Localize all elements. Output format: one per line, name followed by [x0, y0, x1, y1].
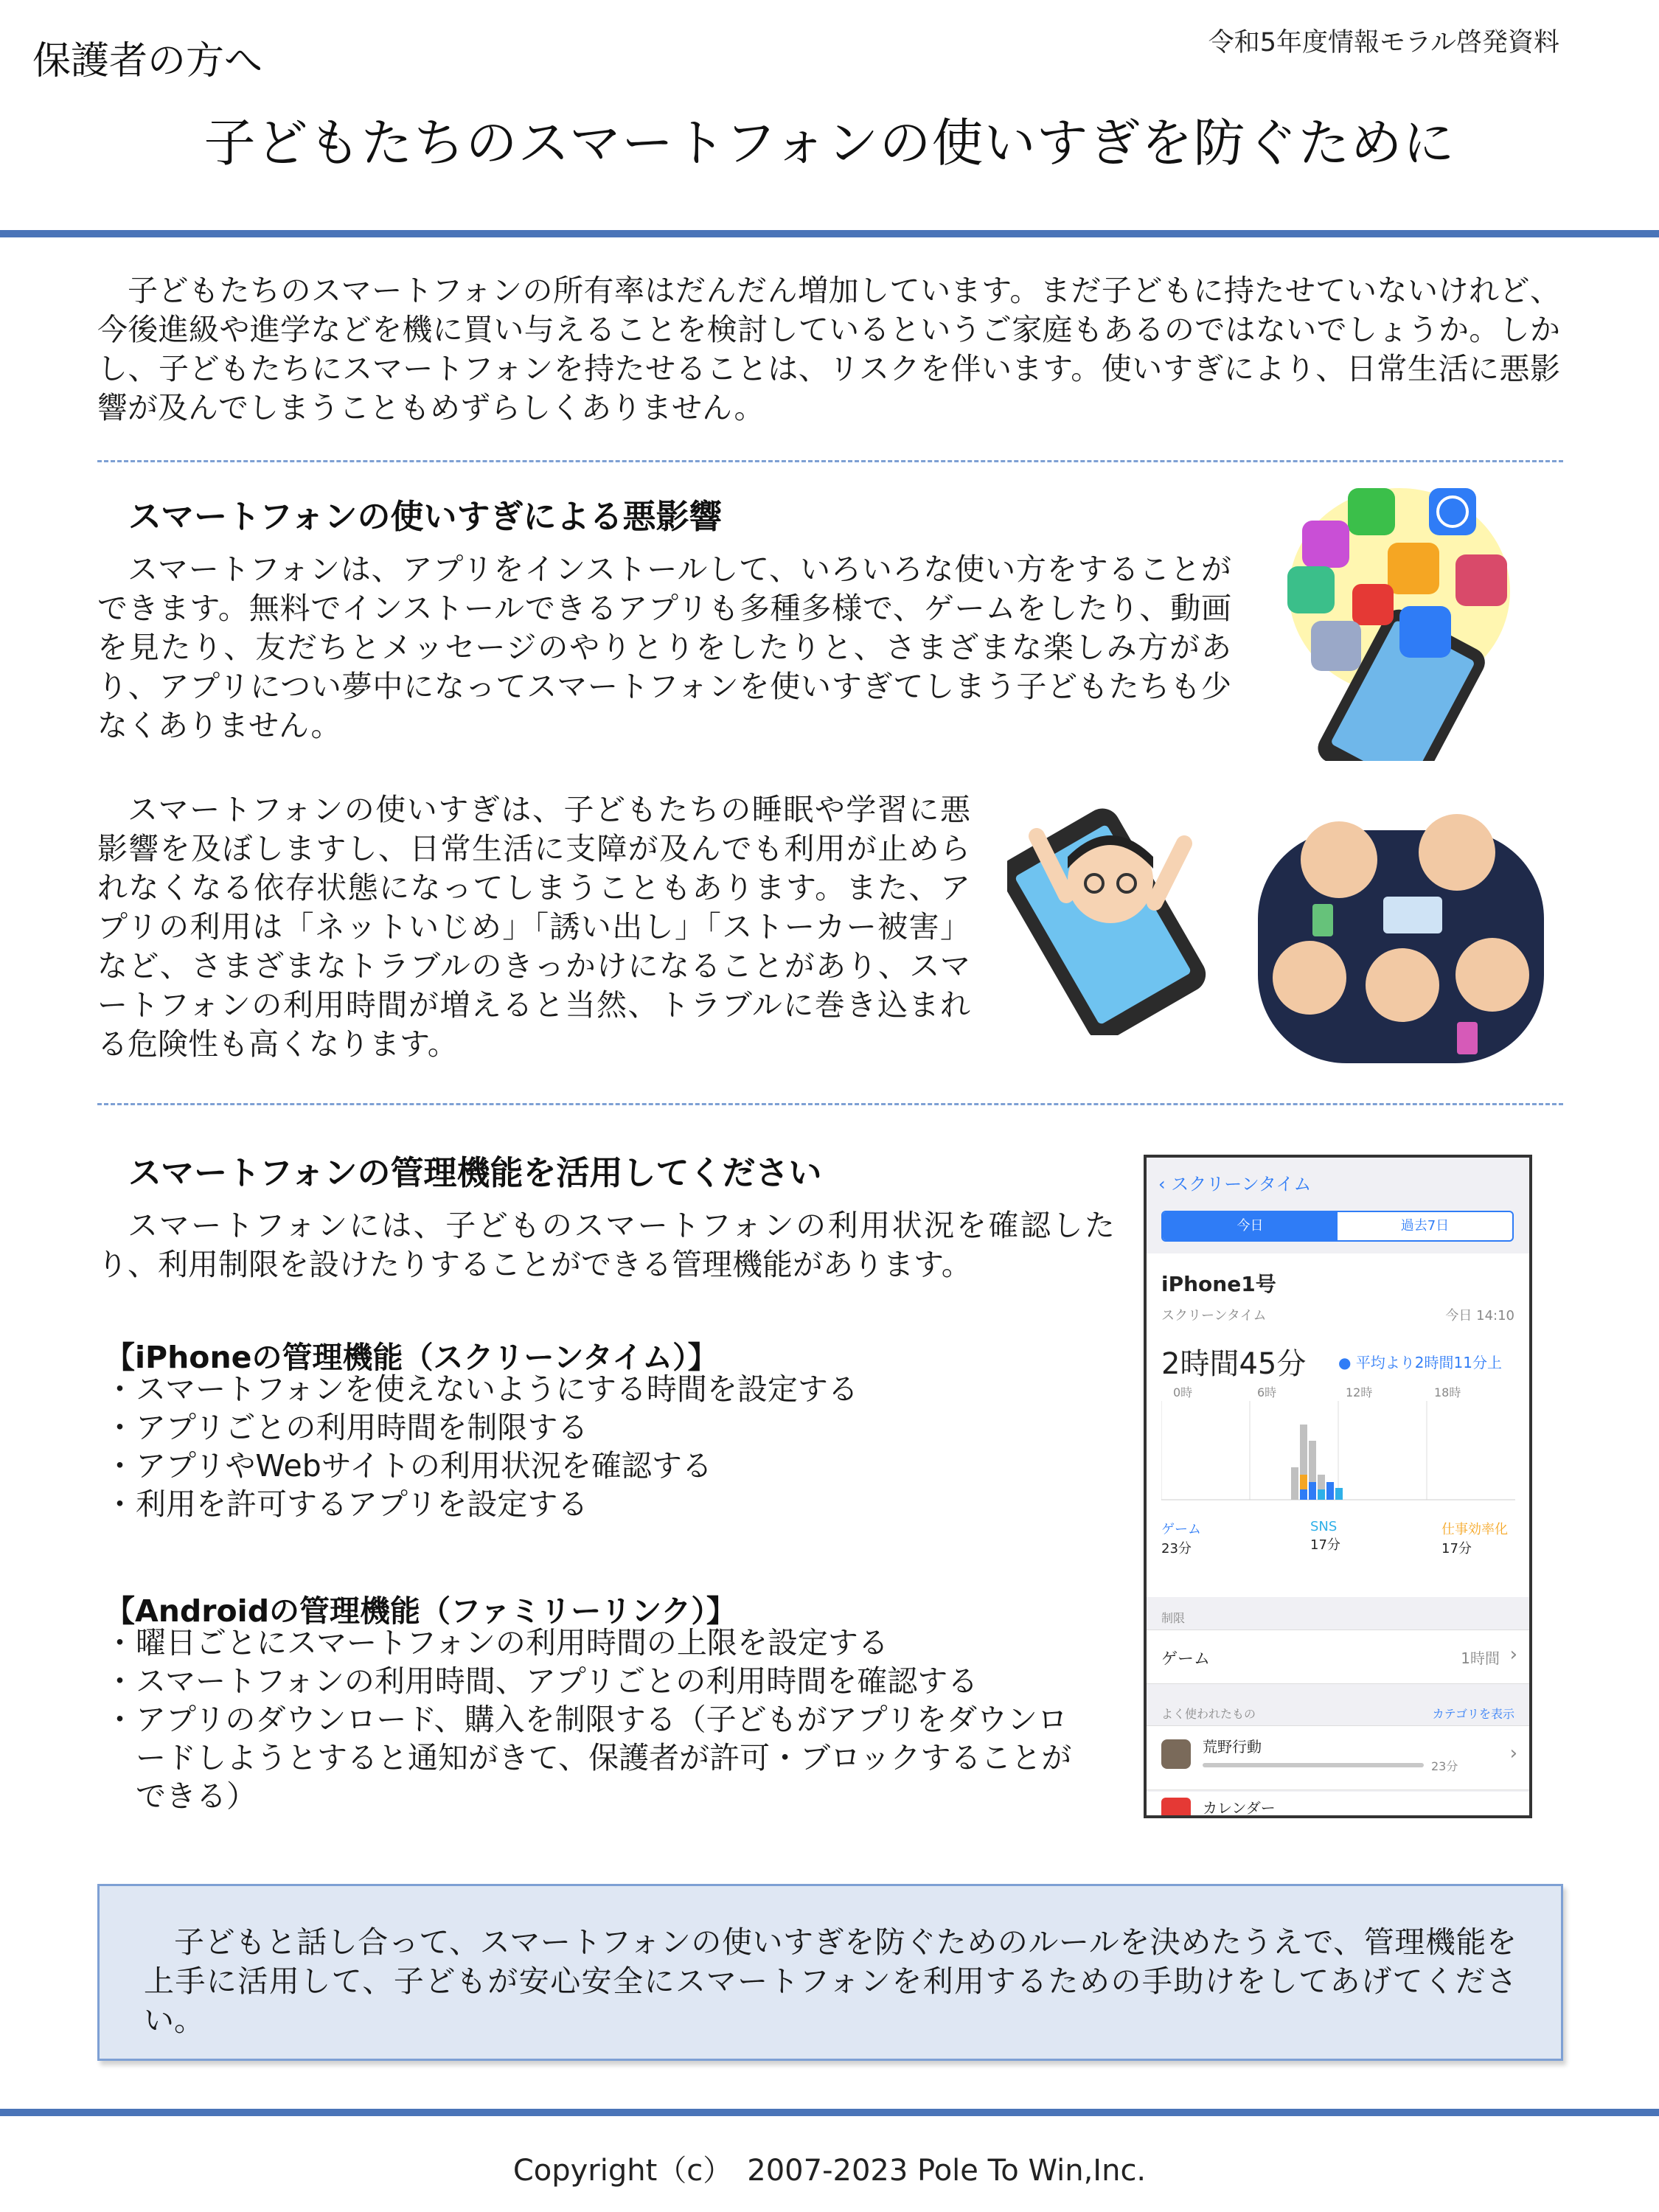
top-divider [0, 230, 1659, 237]
category-time: 17分 [1310, 1537, 1340, 1553]
frequent-section-label: よく使われたもの [1161, 1707, 1256, 1721]
mail-app-icon [1311, 621, 1361, 671]
limit-app-name: ゲーム [1161, 1650, 1211, 1669]
game-app-icon [1455, 554, 1507, 606]
app-time: 23分 [1431, 1759, 1458, 1773]
list-item: ・ アプリごとの利用時間を制限する [105, 1408, 1122, 1447]
hour-bar [1335, 1488, 1343, 1500]
closing-callout [97, 1884, 1563, 2061]
intro-paragraph [97, 271, 1560, 428]
section1-text1: スマートフォンは、アプリをインストールして、いろいろな使い方をすることができます。無料でインストールできるアプリも多種多様で、ゲームをしたり、動画を見たり、友だちとメッセージのやりとりをしたりと、さまざまな楽しみ方があり、アプリについ夢中になってスマートフォンを使いすぎてしまう子どもたちも少なくありません。 [97, 552, 1231, 743]
section2-heading: スマートフォンの管理機能を活用してください [128, 1153, 822, 1192]
timestamp: 今日 14:10 [1445, 1308, 1514, 1324]
section1-paragraph2 [97, 790, 970, 1064]
phone-app-icon [1348, 488, 1395, 535]
list-item: ・ スマートフォンの利用時間、アプリごとの利用時間を確認する [105, 1662, 1085, 1700]
audience-label: 保護者の方へ [32, 39, 263, 83]
page-title: 子どもたちのスマートフォンの使いすぎを防ぐために [204, 113, 1455, 173]
limits-section-label: 制限 [1161, 1611, 1186, 1625]
list-item: ・ アプリのダウンロード、購入を制限する（子どもがアプリをダウンロードしようとすると通知がきて、保護者が許可・ブロックすることができる） [105, 1700, 1085, 1815]
child-face-1 [1301, 821, 1377, 898]
child-face-5 [1455, 938, 1529, 1012]
child-face-2 [1419, 814, 1495, 891]
section2-paragraph [97, 1206, 1115, 1284]
hour-bar [1326, 1482, 1334, 1500]
section1-heading: スマートフォンの使いすぎによる悪影響 [128, 497, 723, 536]
category-name: SNS [1310, 1519, 1338, 1534]
child-face-3 [1273, 941, 1346, 1015]
app-row-calendar[interactable] [1147, 1792, 1529, 1818]
category-time: 17分 [1441, 1541, 1472, 1557]
list-item: ・ 利用を許可するアプリを設定する [105, 1485, 1122, 1523]
bottom-divider [0, 2109, 1659, 2116]
section-divider [97, 1103, 1563, 1105]
section1-paragraph1 [97, 550, 1231, 745]
category-game [1161, 1519, 1201, 1557]
period-segmented-control [1161, 1211, 1514, 1242]
show-categories-link[interactable]: カテゴリを表示 [1432, 1707, 1514, 1721]
tab-today[interactable]: 今日 [1163, 1212, 1338, 1240]
list-item: ・ アプリやWebサイトの利用状況を確認する [105, 1447, 1122, 1485]
chevron-right-icon: › [1509, 1644, 1517, 1666]
hourly-usage-chart [1161, 1401, 1515, 1504]
back-label: スクリーンタイム [1171, 1174, 1312, 1194]
calendar-icon [1161, 1798, 1191, 1818]
list-item: ・ 曜日ごとにスマートフォンの利用時間の上限を設定する [105, 1624, 1085, 1662]
section1-text2: スマートフォンの使いすぎは、子どもたちの睡眠や学習に悪影響を及ぼしますし、日常生活に支障が及んでも利用が止められなくなる依存状態になってしまうこともあります。また、アプリの利用は「ネットいじめ」「誘い出し」「ストーカー被害」など、さまざまなトラブルのきっかけになることがあり、スマートフォンの利用時間が増えると当然、トラブルに巻き込まれる危険性も高くなります。 [97, 792, 970, 1062]
iphone-features-list [105, 1370, 1122, 1523]
tab-past-7-days[interactable]: 過去7日 [1400, 1218, 1450, 1234]
camera-app-icon [1302, 521, 1349, 568]
back-button[interactable] [1158, 1169, 1311, 1195]
category-productivity [1441, 1519, 1508, 1557]
settings-app-icon [1287, 566, 1335, 613]
callout-text: 子どもと話し合って、スマートフォンの使いすぎを防ぐためのルールを決めたうえで、管理機能を上手に活用して、子どもが安心安全にスマートフォンを利用するための手助けをしてあげてください。 [144, 1924, 1517, 2038]
child-face-4 [1366, 948, 1439, 1022]
raised-arm-right [1155, 844, 1184, 902]
section2-text: スマートフォンには、子どものスマートフォンの利用状況を確認したり、利用制限を設けたりすることができる管理機能があります。 [97, 1208, 1115, 1282]
laptop [1383, 897, 1442, 933]
globe-app-icon [1429, 488, 1476, 535]
section-divider [97, 460, 1563, 462]
axis-label: 6時 [1257, 1385, 1277, 1399]
usage-bar [1203, 1763, 1424, 1767]
total-usage: 2時間45分 [1161, 1347, 1307, 1381]
app-name: カレンダー [1203, 1799, 1276, 1817]
axis-label: 12時 [1346, 1385, 1373, 1399]
document-reference: 令和5年度情報モラル啓発資料 [1208, 28, 1559, 58]
device-name: iPhone1号 [1161, 1272, 1276, 1296]
hour-bar-segment [1309, 1482, 1316, 1500]
music-app-icon [1352, 584, 1394, 625]
comparison-text: 平均より2時間11分上 [1355, 1354, 1502, 1371]
screen-time-screenshot [1144, 1155, 1532, 1818]
app-icon [1161, 1739, 1191, 1769]
hour-bar-segment [1300, 1489, 1307, 1500]
app-row-kouya[interactable] [1147, 1725, 1529, 1790]
phone-pink [1457, 1022, 1478, 1054]
screen-time-label: スクリーンタイム [1161, 1308, 1267, 1324]
up-arrow-icon: ● [1338, 1354, 1352, 1371]
hour-bar [1291, 1467, 1298, 1500]
axis-label: 0時 [1173, 1385, 1193, 1399]
intro-text: 子どもたちのスマートフォンの所有率はだんだん増加しています。まだ子どもに持たせていないけれど、今後進級や進学などを機に買い与えることを検討しているというご家庭もあるのではないでしょうか。しかし、子どもたちにスマートフォンを持たせることは、リスクを伴います。使いすぎにより、日常生活に悪影響が及んでしまうこともめずらしくありません。 [97, 273, 1560, 425]
limit-row-game[interactable] [1147, 1630, 1529, 1684]
category-name: 仕事効率化 [1441, 1522, 1508, 1537]
phone-green [1312, 904, 1333, 936]
cart-app-icon [1388, 543, 1439, 594]
copyright: Copyright（c） 2007-2023 Pole To Win,Inc. [512, 2154, 1147, 2188]
chevron-left-icon: ‹ [1158, 1174, 1166, 1194]
axis-label: 18時 [1434, 1385, 1461, 1399]
category-time: 23分 [1161, 1541, 1192, 1557]
app-icons-illustration [1281, 481, 1525, 761]
hour-bar-segment [1318, 1489, 1325, 1500]
average-comparison [1338, 1351, 1502, 1372]
android-features-title: 【Androidの管理機能（ファミリーリンク）】 [105, 1593, 737, 1629]
iphone-features-title: 【iPhoneの管理機能（スクリーンタイム）】 [105, 1340, 718, 1375]
addicted-child-illustration [1007, 792, 1236, 1035]
category-name: ゲーム [1161, 1522, 1201, 1537]
android-features-list [105, 1624, 1085, 1815]
list-item: ・ スマートフォンを使えないようにする時間を設定する [105, 1370, 1122, 1408]
chevron-right-icon: › [1509, 1742, 1517, 1764]
app-name: 荒野行動 [1203, 1738, 1262, 1756]
children-on-phones-illustration [1258, 801, 1544, 1063]
category-sns [1310, 1519, 1340, 1554]
book-app-icon [1399, 606, 1451, 658]
limit-value: 1時間 [1461, 1649, 1500, 1667]
usage-card [1147, 1253, 1529, 1597]
